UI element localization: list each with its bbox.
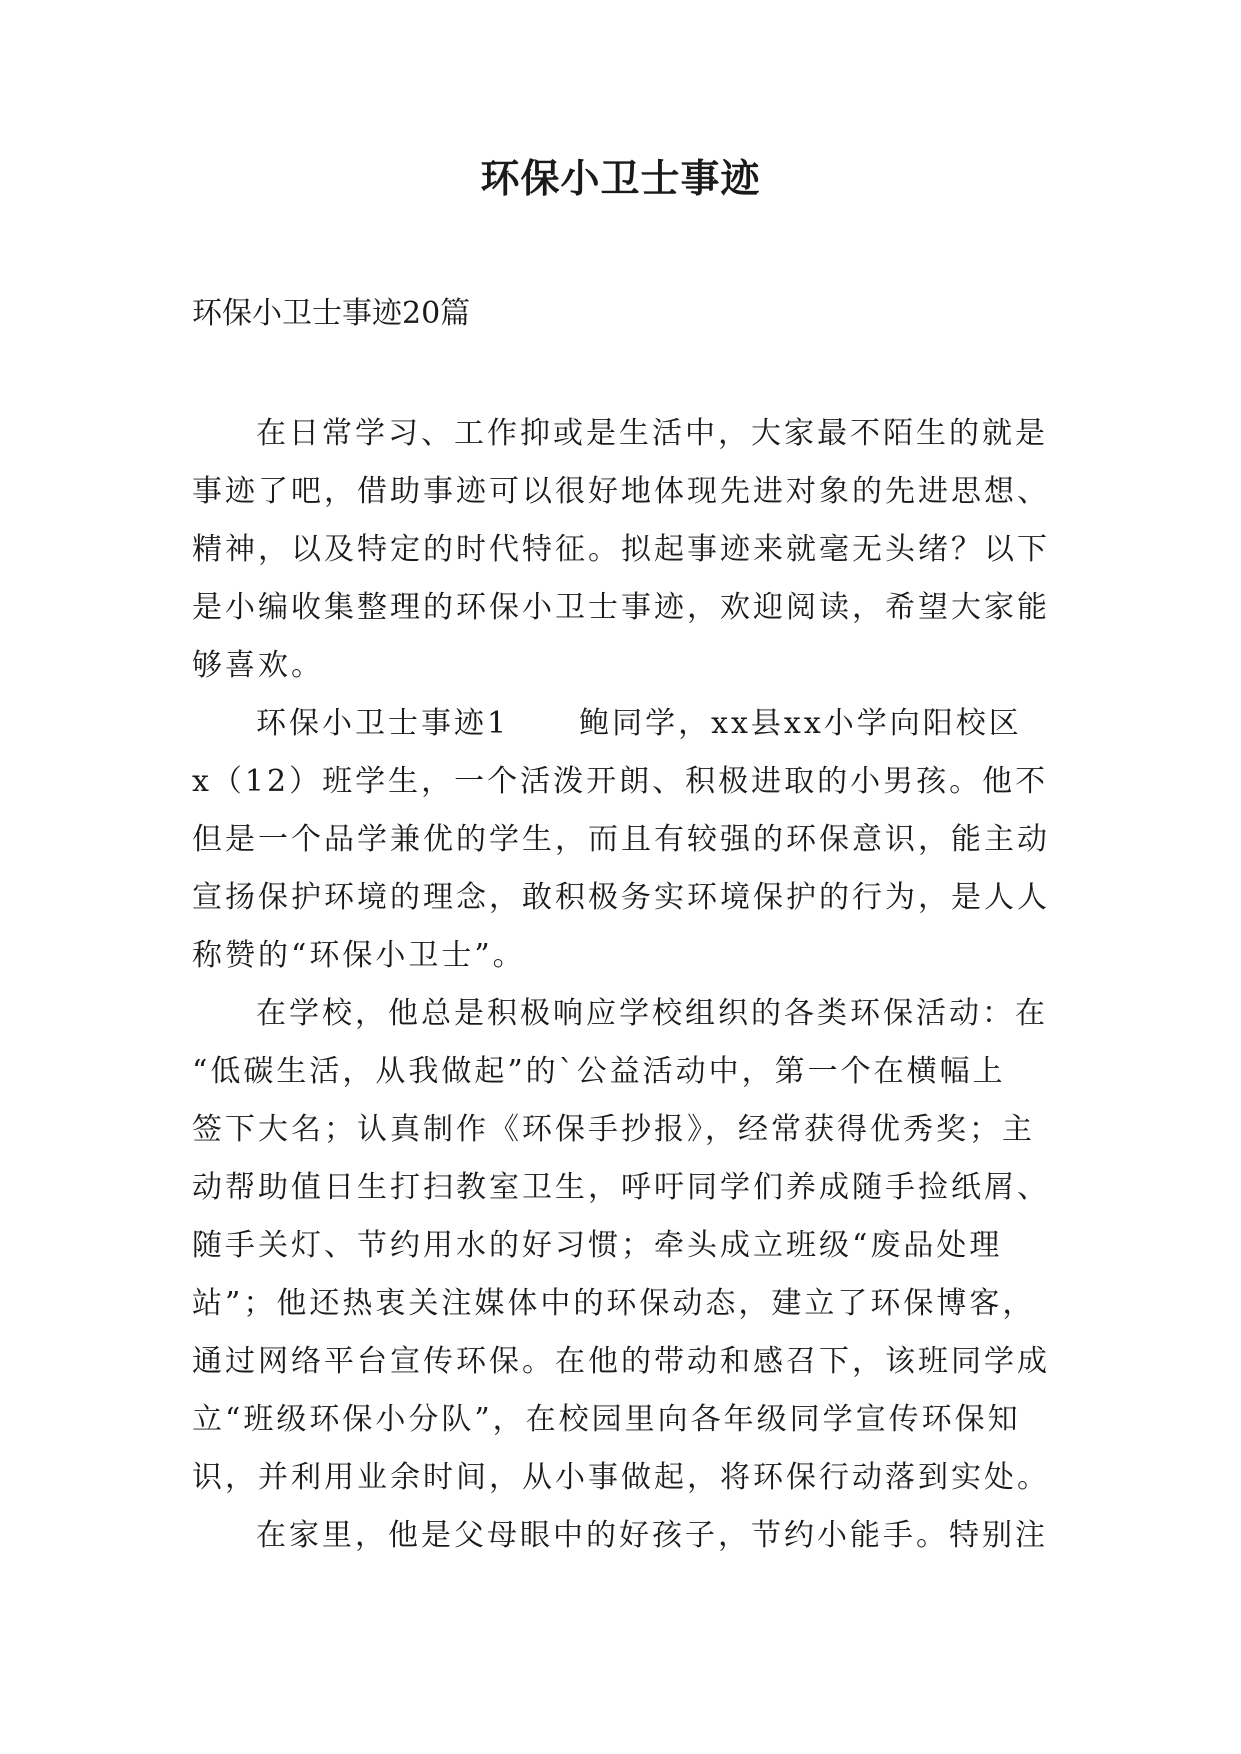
paragraph-line: 立“班级环保小分队”，在校园里向各年级同学宣传环保知 bbox=[192, 1402, 1021, 1437]
paragraph-line: 但是一个品学兼优的学生，而且有较强的环保意识，能主动 bbox=[192, 822, 1050, 857]
paragraph-line: “低碳生活，从我做起”的`公益活动中，第一个在横幅上 bbox=[192, 1054, 1006, 1089]
document-subtitle: 环保小卫士事迹20篇 bbox=[192, 296, 471, 331]
paragraph-line: 宣扬保护环境的理念，敢积极务实环境保护的行为，是人人 bbox=[192, 880, 1050, 915]
paragraph-line: 在学校，他总是积极响应学校组织的各类环保活动：在 bbox=[256, 996, 1048, 1031]
paragraph-line: 随手关灯、节约用水的好习惯；牵头成立班级“废品处理 bbox=[192, 1228, 1003, 1263]
paragraph-line: 称赞的“环保小卫士”。 bbox=[192, 938, 526, 973]
document-title: 环保小卫士事迹 bbox=[480, 157, 761, 202]
document-body bbox=[192, 405, 1072, 1565]
paragraph-line: 站”；他还热衷关注媒体中的环保动态，建立了环保博客， bbox=[192, 1286, 1036, 1321]
paragraph-line: 通过网络平台宣传环保。在他的带动和感召下，该班同学成 bbox=[192, 1344, 1050, 1379]
paragraph-line: 事迹了吧，借助事迹可以很好地体现先进对象的先进思想、 bbox=[192, 474, 1050, 509]
paragraph-line: 签下大名；认真制作《环保手抄报》，经常获得优秀奖；主 bbox=[192, 1112, 1035, 1147]
section-heading: 环保小卫士事迹1 bbox=[256, 706, 510, 741]
paragraph-line: 是小编收集整理的环保小卫士事迹，欢迎阅读，希望大家能 bbox=[192, 590, 1050, 625]
paragraph-line: x（12）班学生，一个活泼开朗、积极进取的小男孩。他不 bbox=[192, 764, 1049, 799]
paragraph-line: 精神，以及特定的时代特征。拟起事迹来就毫无头绪？以下 bbox=[192, 532, 1050, 567]
paragraph-line: 够喜欢。 bbox=[192, 648, 324, 683]
paragraph-line: 识，并利用业余时间，从小事做起，将环保行动落到实处。 bbox=[192, 1460, 1050, 1495]
paragraph-line: 在家里，他是父母眼中的好孩子，节约小能手。特别注 bbox=[256, 1518, 1048, 1553]
paragraph-line: 在日常学习、工作抑或是生活中，大家最不陌生的就是 bbox=[256, 416, 1048, 451]
section-first-line: 鲍同学，xx县xx小学向阳校区 bbox=[579, 706, 1022, 741]
paragraph-line: 动帮助值日生打扫教室卫生，呼吁同学们养成随手捡纸屑、 bbox=[192, 1170, 1050, 1205]
section-heading-line bbox=[192, 695, 1072, 753]
